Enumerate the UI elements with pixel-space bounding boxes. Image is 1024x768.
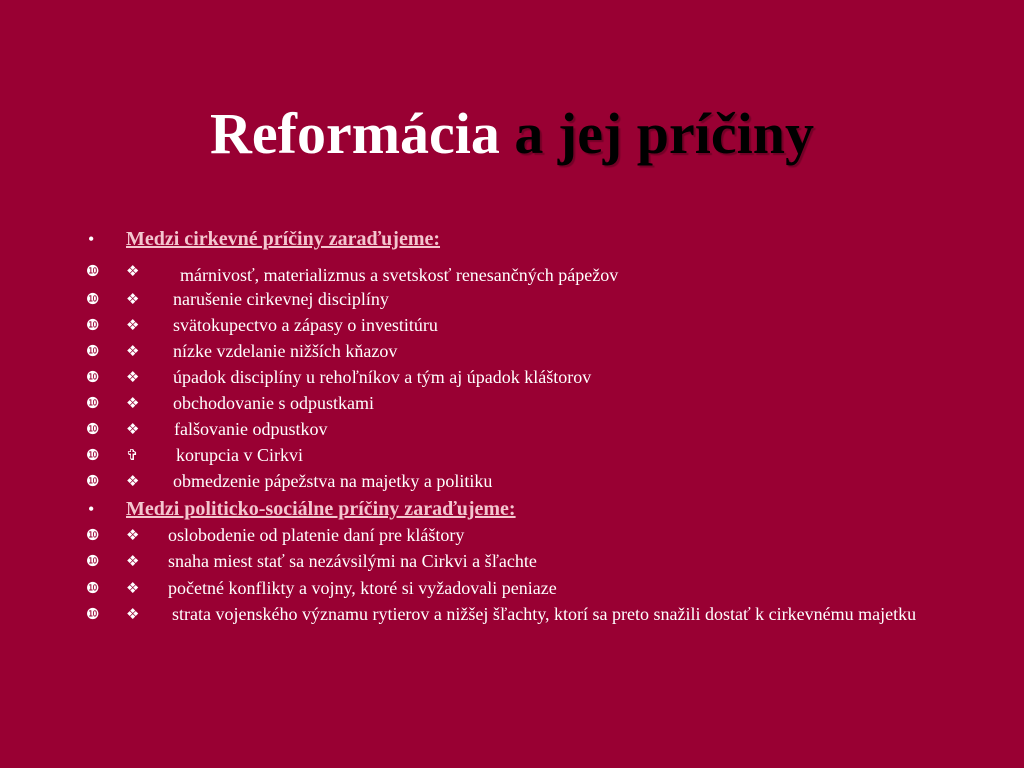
four-diamond-bullet-icon: ❖ <box>126 579 140 597</box>
four-diamond-bullet-icon: ❖ <box>126 394 140 412</box>
numbered-ten-icon: ❿ <box>86 446 100 464</box>
numbered-ten-icon: ❿ <box>86 552 100 570</box>
list-item <box>0 260 1024 288</box>
four-diamond-bullet-icon: ❖ <box>126 262 140 280</box>
section-heading-political <box>0 496 1024 524</box>
numbered-ten-icon: ❿ <box>86 262 100 280</box>
list-item <box>0 524 1024 550</box>
four-diamond-bullet-icon: ❖ <box>126 290 140 308</box>
numbered-ten-icon: ❿ <box>86 368 100 386</box>
title-part-2: a jej príčiny <box>514 101 814 166</box>
four-diamond-bullet-icon: ❖ <box>126 368 140 386</box>
list-item <box>0 444 1024 470</box>
four-diamond-bullet-icon: ❖ <box>126 342 140 360</box>
numbered-ten-icon: ❿ <box>86 420 100 438</box>
list-item <box>0 470 1024 496</box>
list-item <box>0 392 1024 418</box>
numbered-ten-icon: ❿ <box>86 472 100 490</box>
title-part-1: Reformácia <box>210 101 500 166</box>
four-diamond-bullet-icon: ❖ <box>126 420 140 438</box>
four-diamond-bullet-icon: ❖ <box>126 526 140 544</box>
list-item-text: korupcia v Cirkvi <box>176 445 303 465</box>
list-item-text: narušenie cirkevnej disciplíny <box>173 289 389 309</box>
list-item <box>0 366 1024 392</box>
numbered-ten-icon: ❿ <box>86 394 100 412</box>
list-item-text: márnivosť, materializmus a svetskosť renesančných pápežov <box>180 265 619 285</box>
list-item <box>0 340 1024 366</box>
slide-title <box>0 98 1024 170</box>
bullet-icon: • <box>88 229 95 249</box>
four-diamond-bullet-icon: ❖ <box>126 316 140 334</box>
slide-content <box>0 226 1024 651</box>
list-item-text: početné konflikty a vojny, ktoré si vyžadovali peniaze <box>168 578 557 598</box>
numbered-ten-icon: ❿ <box>86 342 100 360</box>
latin-cross-icon: ✞ <box>126 446 139 464</box>
numbered-ten-icon: ❿ <box>86 290 100 308</box>
heading-church-causes[interactable]: Medzi cirkevné príčiny zaraďujeme: <box>126 228 441 250</box>
list-item-text: oslobodenie od platenie daní pre kláštory <box>168 525 465 545</box>
list-item-text: falšovanie odpustkov <box>174 419 328 439</box>
four-diamond-bullet-icon: ❖ <box>126 472 140 490</box>
bullet-icon: • <box>88 499 95 519</box>
list-item <box>0 603 1024 651</box>
four-diamond-bullet-icon: ❖ <box>126 605 140 623</box>
list-item-text: strata vojenského významu rytierov a nižšej šľachty, ktorí sa preto snažili dostať k cirkevnému majetku <box>172 604 917 624</box>
section-heading-church <box>0 226 1024 260</box>
list-item-text: obmedzenie pápežstva na majetky a politiku <box>173 471 493 491</box>
four-diamond-bullet-icon: ❖ <box>126 552 140 570</box>
list-item <box>0 418 1024 444</box>
list-item <box>0 314 1024 340</box>
list-item-text: obchodovanie s odpustkami <box>173 393 374 413</box>
numbered-ten-icon: ❿ <box>86 316 100 334</box>
numbered-ten-icon: ❿ <box>86 579 100 597</box>
list-item-text: svätokupectvo a zápasy o investitúru <box>173 315 438 335</box>
list-item-text: úpadok disciplíny u rehoľníkov a tým aj úpadok kláštorov <box>173 367 592 387</box>
list-item-text: nízke vzdelanie nižších kňazov <box>173 341 398 361</box>
numbered-ten-icon: ❿ <box>86 526 100 544</box>
list-item <box>0 577 1024 603</box>
list-item <box>0 550 1024 577</box>
list-item-text: snaha miest stať sa nezávsilými na Cirkvi a šľachte <box>168 551 537 571</box>
heading-political-causes[interactable]: Medzi politicko-sociálne príčiny zaraďujeme: <box>126 498 516 520</box>
list-item <box>0 288 1024 314</box>
numbered-ten-icon: ❿ <box>86 605 100 623</box>
